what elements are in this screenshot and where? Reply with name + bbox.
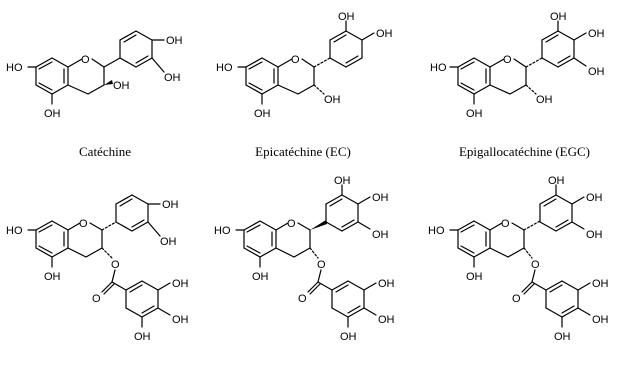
ec-ring-o-label: O xyxy=(291,54,300,66)
br-oh-label-3: OH xyxy=(586,229,603,241)
br-oh-label-2: OH xyxy=(586,192,603,204)
caption-catechin: Catéchine xyxy=(79,144,131,159)
bl-oh-label-2: OH xyxy=(160,236,177,248)
bl-ester-o-label: O xyxy=(111,259,120,271)
br-oh-label-5: OH xyxy=(592,314,609,326)
bm-oh-label-6: OH xyxy=(340,331,357,343)
catechin-oh-label-1: OH xyxy=(166,35,183,47)
caption-epicatechin: Epicatéchine (EC) xyxy=(255,144,351,159)
ec-oh-label-1: OH xyxy=(338,11,355,23)
bl-ho-label: HO xyxy=(6,225,23,237)
molecule-catechin xyxy=(6,31,183,120)
br-ester-o-label: O xyxy=(531,259,540,271)
ec-oh-label-4: OH xyxy=(254,108,271,120)
br-oh-label-1: OH xyxy=(548,175,565,187)
bm-oh-label-1: OH xyxy=(334,175,351,187)
br-ring-o-label: O xyxy=(501,218,510,230)
bm-ring-o-label: O xyxy=(287,218,296,230)
catechin-ho-label: HO xyxy=(6,62,23,74)
catechin-ring-o-label: O xyxy=(81,54,90,66)
egc-oh-label-1: OH xyxy=(550,11,567,23)
bm-oh-label-7: OH xyxy=(252,271,269,283)
bm-oh-label-4: OH xyxy=(378,278,395,290)
catechin-ring-b xyxy=(104,31,164,72)
bl-ring-o-label: O xyxy=(79,218,88,230)
bl-carbonyl-o-label: O xyxy=(92,293,101,305)
bl-oh-label-6: OH xyxy=(44,271,61,283)
egc-oh-label-4: OH xyxy=(536,94,553,106)
molecule-bottom-right xyxy=(428,175,609,343)
egc-oh-label-3: OH xyxy=(588,66,605,78)
bm-carbonyl-o-label: O xyxy=(298,293,307,305)
bm-oh-label-2: OH xyxy=(372,192,389,204)
br-carbonyl-o-label: O xyxy=(512,293,521,305)
egc-ring-o-label: O xyxy=(503,54,512,66)
br-ho-label: HO xyxy=(428,225,445,237)
ec-oh-label-2: OH xyxy=(376,28,393,40)
bm-ho-label: HO xyxy=(214,225,231,237)
catechin-oh-label-3: OH xyxy=(113,80,130,92)
ec-oh-label-3: OH xyxy=(324,94,341,106)
bl-oh-label-4: OH xyxy=(172,314,189,326)
egc-oh-label-5: OH xyxy=(466,108,483,120)
bl-oh-label-3: OH xyxy=(172,278,189,290)
molecule-bottom-middle xyxy=(214,175,395,343)
egc-ho-label: HO xyxy=(430,62,447,74)
bl-oh-label-1: OH xyxy=(162,199,179,211)
molecule-bottom-left xyxy=(6,195,189,343)
br-oh-label-6: OH xyxy=(554,331,571,343)
molecule-epicatechin xyxy=(216,11,393,120)
catechin-ring-a xyxy=(36,58,68,94)
bm-ester-o-label: O xyxy=(317,259,326,271)
catechin-oh-label-4: OH xyxy=(44,108,61,120)
br-oh-label-4: OH xyxy=(592,278,609,290)
egc-oh-label-2: OH xyxy=(588,28,605,40)
bm-wedge-bond xyxy=(310,220,327,230)
molecule-epigallocatechin xyxy=(430,11,605,120)
ec-ho-label: HO xyxy=(216,62,233,74)
catechin-wedge-bond xyxy=(104,80,113,85)
bl-oh-label-5: OH xyxy=(134,331,151,343)
bm-oh-label-3: OH xyxy=(372,229,389,241)
bm-oh-label-5: OH xyxy=(378,314,395,326)
catechin-oh-label-2: OH xyxy=(164,72,181,84)
br-oh-label-7: OH xyxy=(466,271,483,283)
caption-epigallocatechin: Epigallocatéchine (EGC) xyxy=(458,144,591,159)
